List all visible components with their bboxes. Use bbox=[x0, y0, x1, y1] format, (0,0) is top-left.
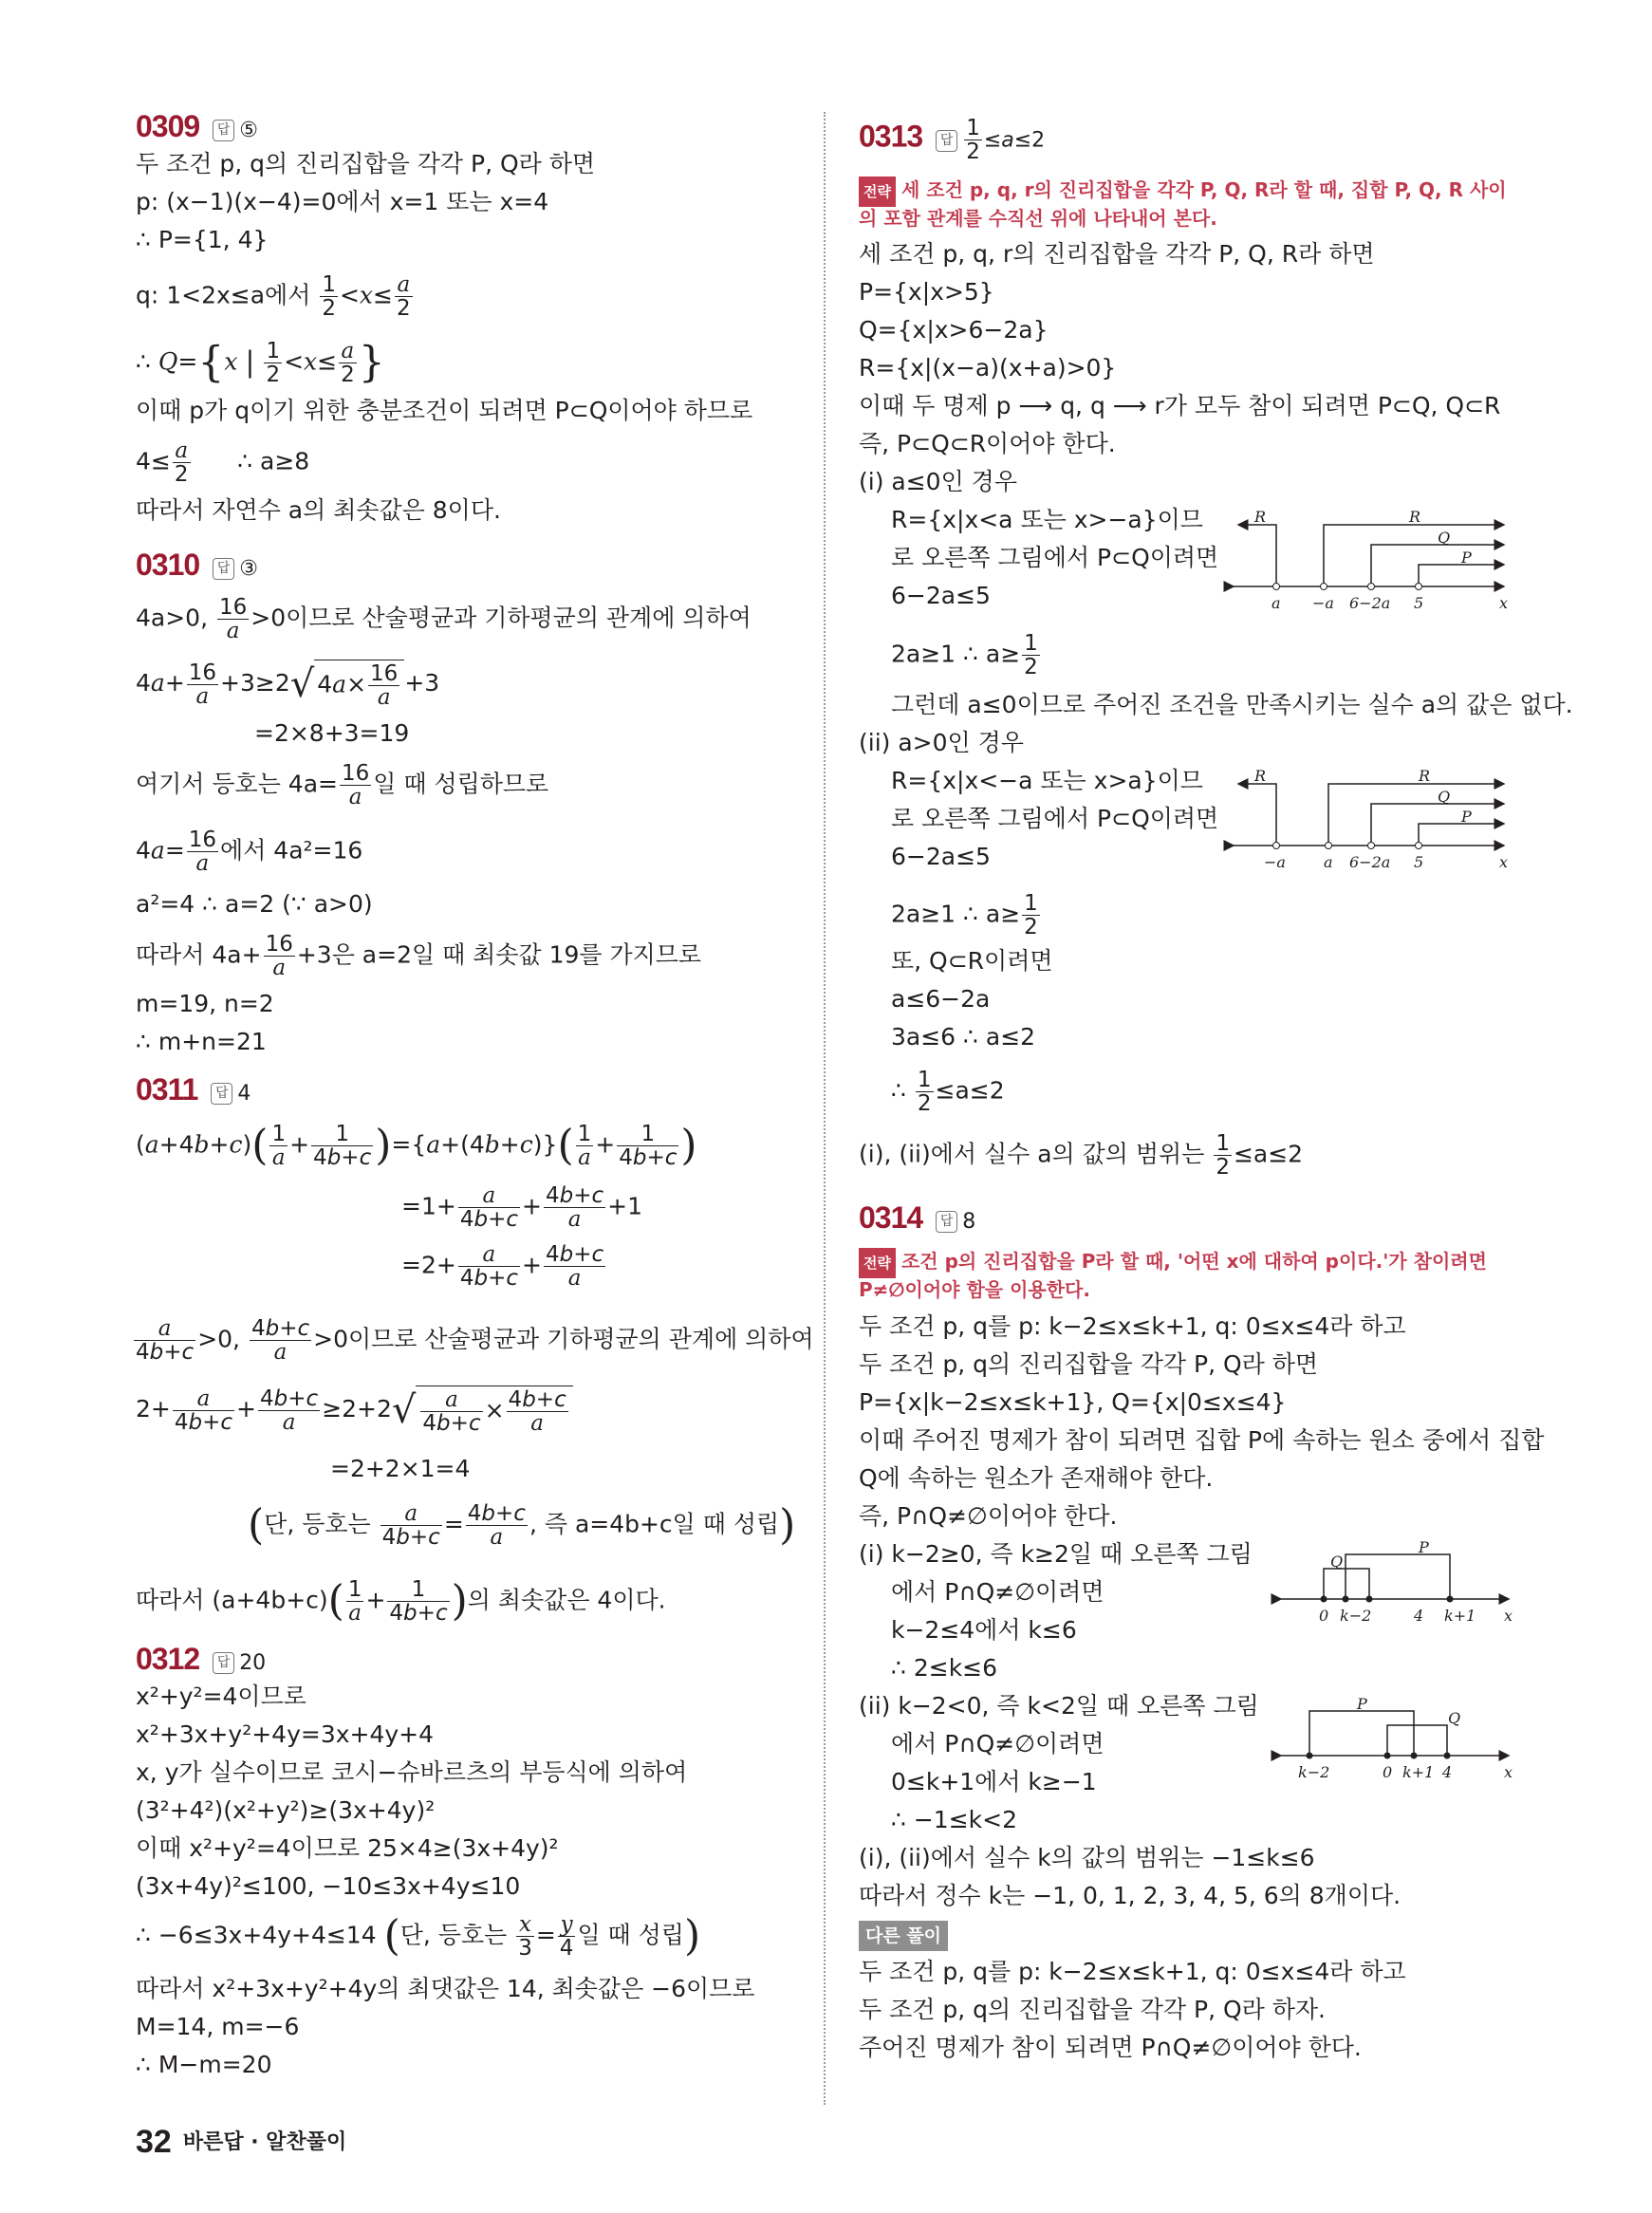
axis-label: a bbox=[1324, 853, 1333, 871]
fraction: $\frac{1}{2}$ bbox=[1216, 1131, 1230, 1180]
solution-line: (i) a≤0인 경우 bbox=[859, 468, 1017, 495]
solution-line: 2+ $\frac{a}{4b+c}$ + $\frac{4b+c}{a}$ ≥2+2√ $\frac{a}{4b+c}$ × $\frac{4b+c}{a}$ bbox=[136, 1385, 573, 1435]
solution-line: p: (x−1)(x−4)=0에서 x=1 또는 x=4 bbox=[136, 188, 549, 215]
strategy-text: 의 포함 관계를 수직선 위에 나타내어 본다. bbox=[859, 207, 1217, 230]
set-label: R bbox=[1419, 767, 1431, 785]
solution-line: =2×8+3=19 bbox=[254, 719, 410, 747]
problem-header-0309 bbox=[136, 109, 258, 145]
solution-line: R={x|x<a 또는 x>−a}이므 bbox=[891, 506, 1203, 533]
solution-line: P={x|k−2≤x≤k+1}, Q={x|0≤x≤4} bbox=[859, 1388, 1287, 1416]
axis-label: x bbox=[1504, 1607, 1513, 1625]
strategy-text: P≠∅이어야 함을 이용한다. bbox=[859, 1278, 1090, 1301]
solution-line: ∴ m+n=21 bbox=[136, 1028, 267, 1055]
solution-line: 3a≤6 ∴ a≤2 bbox=[891, 1023, 1036, 1051]
solution-line: (단, 등호는 $\frac{a}{4b+c}$ = $\frac{4b+c}{a}$ , 즉 a=4b+c일 때 성립) bbox=[248, 1500, 796, 1550]
solution-line: R={x|x<−a 또는 x>a}이므 bbox=[891, 767, 1203, 794]
solution-line bbox=[136, 596, 752, 642]
solution-line: 이때 p가 q이기 위한 충분조건이 되려면 P⊂Q이어야 하므로 bbox=[136, 397, 753, 424]
solution-line: (i) k−2≥0, 즉 k≥2일 때 오른쪽 그림 bbox=[859, 1540, 1253, 1568]
axis-label: 6−2a bbox=[1349, 594, 1391, 612]
set-label: Q bbox=[1330, 1553, 1344, 1571]
solution-line: 에서 P∩Q≠∅이려면 bbox=[891, 1730, 1104, 1757]
text-run: 의 최솟값은 4이다. bbox=[467, 1586, 666, 1614]
column-divider bbox=[824, 112, 826, 2105]
text-run: 따라서 4a+ bbox=[136, 940, 262, 969]
fraction: $\frac{4b+c}{a}$ bbox=[545, 1242, 604, 1291]
solution-line: 두 조건 p, q의 진리집합을 각각 P, Q라 하면 bbox=[859, 1350, 1319, 1378]
strategy-text: 조건 p의 진리집합을 P라 할 때, '어떤 x에 대하여 p이다.'가 참이려면 bbox=[900, 1250, 1487, 1273]
number-line-figure-2 bbox=[1234, 767, 1518, 879]
solution-line: (ii) k−2<0, 즉 k<2일 때 오른쪽 그림 bbox=[859, 1692, 1259, 1720]
axis-label: 4 bbox=[1414, 1607, 1424, 1625]
fraction: $\frac{4b+c}{a}$ bbox=[251, 1316, 310, 1365]
number-line-figure-4 bbox=[1281, 1695, 1518, 1796]
solution-line: (a+4b+c)( $\frac{1}{a}$ + $\frac{1}{4b+c}$ )={a+(4b+c)}( $\frac{1}{a}$ + $\frac{1}{4b+c}$ ) bbox=[136, 1121, 697, 1170]
answer-value: ③ bbox=[239, 557, 258, 581]
solution-line: 따라서 x²+3x+y²+4y의 최댓값은 14, 최솟값은 −6이므로 bbox=[136, 1975, 755, 2002]
text-run: ≤a≤2 bbox=[935, 1076, 1005, 1105]
alt-solution-header bbox=[859, 1920, 948, 1951]
solution-line: 주어진 명제가 참이 되려면 P∩Q≠∅이어야 한다. bbox=[859, 2034, 1362, 2061]
fraction: $\frac{4b+c}{a}$ bbox=[508, 1387, 566, 1436]
solution-line: 이때 x²+y²=4이므로 25×4≥(3x+4y)² bbox=[136, 1834, 559, 1862]
problem-number: 0312 bbox=[136, 1642, 200, 1676]
text-run: 4a>0, bbox=[136, 604, 209, 632]
solution-line: a²=4 ∴ a=2 (∵ a>0) bbox=[136, 890, 373, 918]
text-run: 단, 등호는 bbox=[399, 1921, 508, 1949]
problem-header-0314 bbox=[859, 1200, 976, 1237]
problem-number: 0309 bbox=[136, 109, 200, 143]
text-run: 단, 등호는 bbox=[264, 1510, 371, 1538]
fraction: $\frac{1}{2}$ bbox=[1024, 891, 1038, 939]
set-label: R bbox=[1409, 508, 1421, 526]
solution-line: =2+2×1=4 bbox=[330, 1455, 471, 1482]
solution-line: 두 조건 p, q를 p: k−2≤x≤k+1, q: 0≤x≤4라 하고 bbox=[859, 1958, 1406, 1985]
text-run: >0이므로 산술평균과 기하평균의 관계에 의하여 bbox=[251, 604, 752, 632]
solution-line: 두 조건 p, q의 진리집합을 각각 P, Q라 하면 bbox=[136, 150, 596, 177]
problem-header-0310 bbox=[136, 550, 258, 584]
solution-line: ∴ Q={x | $\frac{1}{2}$ <x≤ $\frac{a}{2}$ } bbox=[136, 338, 385, 387]
fraction: $\frac{1}{2}$ bbox=[1024, 631, 1038, 679]
axis-label: k−2 bbox=[1298, 1763, 1330, 1781]
set-label: Q bbox=[1438, 529, 1451, 547]
solution-line: =2+ $\frac{a}{4b+c}$ + $\frac{4b+c}{a}$ bbox=[401, 1242, 604, 1291]
solution-line: 4a= $\frac{16}{a}$ 에서 4a²=16 bbox=[136, 828, 363, 876]
solution-line: R={x|(x−a)(x+a)>0} bbox=[859, 354, 1117, 381]
axis-label: −a bbox=[1264, 853, 1286, 871]
answer-value: ⑤ bbox=[239, 119, 258, 142]
answer-tag: 답 bbox=[211, 1083, 232, 1105]
text-run: 2a≥1 ∴ a≥ bbox=[891, 900, 1021, 928]
problem-number: 0314 bbox=[859, 1200, 923, 1235]
page-footer bbox=[136, 2124, 346, 2161]
text-run: ∴ bbox=[891, 1076, 906, 1105]
axis-label: 5 bbox=[1414, 853, 1424, 871]
text-run: 일 때 성립 bbox=[577, 1921, 684, 1949]
solution-line: Q에 속하는 원소가 존재해야 한다. bbox=[859, 1464, 1214, 1492]
axis-label: 0 bbox=[1319, 1607, 1329, 1625]
axis-label: 6−2a bbox=[1349, 853, 1391, 871]
answer-tag: 답 bbox=[213, 1652, 234, 1674]
fraction: $\frac{4b+c}{a}$ bbox=[545, 1183, 604, 1232]
text-run: (i), (ii)에서 실수 a의 값의 범위는 bbox=[859, 1140, 1205, 1168]
set-label: R bbox=[1254, 508, 1267, 526]
solution-line: k−2≤4에서 k≤6 bbox=[891, 1616, 1077, 1644]
fraction: $\frac{a}{2}$ bbox=[341, 339, 355, 387]
solution-line: x, y가 실수이므로 코시−슈바르츠의 부등식에 의하여 bbox=[136, 1758, 688, 1786]
solution-line: 로 오른쪽 그림에서 P⊂Q이려면 bbox=[891, 805, 1219, 832]
solution-line: ∴ M−m=20 bbox=[136, 2051, 272, 2078]
solution-line: 로 오른쪽 그림에서 P⊂Q이려면 bbox=[891, 544, 1219, 571]
page-number: 32 bbox=[136, 2124, 172, 2160]
fraction: $\frac{x}{3}$ bbox=[518, 1912, 532, 1961]
axis-label: k−2 bbox=[1340, 1607, 1372, 1625]
solution-line: q: 1<2x≤a에서 $\frac{1}{2}$ <x≤ $\frac{a}{2}$ bbox=[136, 272, 411, 321]
answer-tag: 답 bbox=[936, 130, 957, 152]
fraction: $\frac{a}{4b+c}$ bbox=[381, 1501, 440, 1550]
text-run: >0이므로 산술평균과 기하평균의 관계에 의하여 bbox=[313, 1325, 814, 1353]
strategy-text: 세 조건 p, q, r의 진리집합을 각각 P, Q, R라 할 때, 집합 P, Q, R 사이 bbox=[900, 178, 1507, 201]
solution-line: a≤6−2a bbox=[891, 985, 991, 1013]
book-title: 바른답 · 알찬풀이 bbox=[182, 2130, 347, 2154]
solution-line: 따라서 자연수 a의 최솟값은 8이다. bbox=[136, 496, 501, 524]
text-run: q: 1<2x≤a에서 bbox=[136, 281, 311, 309]
fraction: $\frac{16}{a}$ bbox=[188, 660, 217, 709]
set-label: R bbox=[1254, 767, 1267, 785]
solution-line: 4a+ $\frac{16}{a}$ +3≥2√ 4a× $\frac{16}{a}$ +3 bbox=[136, 660, 440, 710]
text-run: 에서 4a²=16 bbox=[220, 836, 363, 865]
text-run: , 즉 a=4b+c일 때 성립 bbox=[529, 1510, 780, 1538]
solution-line bbox=[891, 632, 1042, 679]
number-line-figure-1 bbox=[1234, 508, 1518, 620]
set-label: P bbox=[1419, 1538, 1429, 1556]
strategy-line bbox=[859, 1274, 1090, 1304]
axis-label: 5 bbox=[1414, 594, 1424, 612]
axis-label: k+1 bbox=[1444, 1607, 1476, 1625]
solution-line: ∴ −1≤k<2 bbox=[891, 1806, 1017, 1833]
solution-line: (i), (ii)에서 실수 k의 값의 범위는 −1≤k≤6 bbox=[859, 1844, 1315, 1871]
fraction: $\frac{1}{a}$ bbox=[271, 1122, 287, 1170]
axis-label: k+1 bbox=[1402, 1763, 1435, 1781]
strategy-line bbox=[859, 1246, 1487, 1278]
set-label: Q bbox=[1438, 788, 1451, 806]
fraction: $\frac{16}{a}$ bbox=[265, 932, 293, 980]
solution-line: ∴ 2≤k≤6 bbox=[891, 1654, 998, 1682]
set-label: P bbox=[1461, 549, 1472, 567]
strategy-tag: 전략 bbox=[859, 1248, 896, 1278]
fraction: $\frac{1}{a}$ bbox=[577, 1122, 592, 1170]
fraction: $\frac{1}{2}$ bbox=[266, 339, 281, 387]
text-run: 여기서 등호는 4a= bbox=[136, 770, 338, 798]
text-run: ∴ a≥8 bbox=[237, 447, 310, 475]
fraction: $\frac{a}{2}$ bbox=[396, 272, 411, 321]
solution-line: 두 조건 p, q의 진리집합을 각각 P, Q라 하자. bbox=[859, 1996, 1327, 2023]
solution-line bbox=[891, 892, 1042, 939]
solution-line: 따라서 정수 k는 −1, 0, 1, 2, 3, 4, 5, 6의 8개이다. bbox=[859, 1882, 1401, 1909]
solution-line: 즉, P∩Q≠∅이어야 한다. bbox=[859, 1502, 1118, 1530]
solution-line: 에서 P∩Q≠∅이려면 bbox=[891, 1578, 1104, 1606]
axis-label: x bbox=[1499, 594, 1509, 612]
solution-line: x²+y²=4이므로 bbox=[136, 1683, 306, 1710]
axis-label: −a bbox=[1312, 594, 1334, 612]
text-run: 2a≥1 ∴ a≥ bbox=[891, 640, 1021, 668]
fraction: $\frac{4b+c}{a}$ bbox=[260, 1385, 319, 1435]
fraction: $\frac{a}{2}$ bbox=[174, 438, 189, 487]
problem-header-0313: 0313 답 $\frac{1}{2}$ ≤a≤2 bbox=[859, 116, 1046, 164]
solution-line: 두 조건 p, q를 p: k−2≤x≤k+1, q: 0≤x≤4라 하고 bbox=[859, 1312, 1406, 1340]
axis-label: 4 bbox=[1442, 1763, 1453, 1781]
square-root: $\frac{a}{4b+c}$ × $\frac{4b+c}{a}$ bbox=[416, 1385, 572, 1435]
fraction: $\frac{16}{a}$ bbox=[370, 661, 399, 710]
solution-line bbox=[859, 1132, 1303, 1179]
fraction: $\frac{a}{4b+c}$ bbox=[136, 1316, 195, 1365]
solution-line: $\frac{a}{4b+c}$ >0, $\frac{4b+c}{a}$ >0이므로 산술평균과 기하평균의 관계에 의하여 bbox=[136, 1316, 814, 1365]
solution-line: P={x|x>5} bbox=[859, 278, 994, 306]
fraction: $\frac{a}{4b+c}$ bbox=[174, 1385, 233, 1435]
solution-line: 즉, P⊂Q⊂R이어야 한다. bbox=[859, 430, 1116, 457]
solution-line bbox=[891, 1069, 1005, 1115]
solution-line: ∴ −6≤3x+4y+4≤14 (단, 등호는 $\frac{x}{3}$ = $\frac{y}{4}$ 일 때 성립) bbox=[136, 1911, 701, 1961]
text-run: ∴ −6≤3x+4y+4≤14 bbox=[136, 1921, 377, 1949]
fraction: $\frac{1}{4b+c}$ bbox=[389, 1577, 448, 1626]
solution-line: (3²+4²)(x²+y²)≥(3x+4y)² bbox=[136, 1796, 436, 1824]
axis-label: 0 bbox=[1383, 1763, 1393, 1781]
problem-number: 0313 bbox=[859, 119, 923, 154]
answer-value: 8 bbox=[962, 1210, 976, 1234]
square-root: 4a× $\frac{16}{a}$ bbox=[314, 660, 404, 709]
set-label: P bbox=[1357, 1695, 1367, 1713]
fraction: $\frac{1}{a}$ bbox=[347, 1577, 362, 1626]
strategy-tag: 전략 bbox=[859, 177, 896, 207]
solution-line: 세 조건 p, q, r의 진리집합을 각각 P, Q, R라 하면 bbox=[859, 240, 1375, 268]
problem-number: 0311 bbox=[136, 1072, 198, 1106]
answer-value: 20 bbox=[239, 1651, 267, 1675]
fraction: $\frac{a}{4b+c}$ bbox=[422, 1387, 481, 1436]
fraction: $\frac{16}{a}$ bbox=[341, 761, 370, 809]
fraction: $\frac{16}{a}$ bbox=[218, 595, 248, 643]
solution-line: 0≤k+1에서 k≥−1 bbox=[891, 1768, 1097, 1795]
fraction: $\frac{y}{4}$ bbox=[559, 1912, 574, 1961]
alt-solution-tag: 다른 풀이 bbox=[859, 1921, 948, 1951]
solution-line: M=14, m=−6 bbox=[136, 2013, 300, 2040]
axis-label: a bbox=[1271, 594, 1281, 612]
solution-line: 6−2a≤5 bbox=[891, 843, 991, 870]
text-run: 따라서 (a+4b+c) bbox=[136, 1586, 328, 1614]
set-label: P bbox=[1461, 808, 1472, 826]
text-run: ≤a≤2 bbox=[1233, 1140, 1304, 1168]
solution-line: (ii) a>0인 경우 bbox=[859, 729, 1024, 756]
solution-line: 이때 주어진 명제가 참이 되려면 집합 P에 속하는 원소 중에서 집합 bbox=[859, 1426, 1545, 1454]
problem-header-0312 bbox=[136, 1642, 267, 1678]
solution-line: 따라서 (a+4b+c)( $\frac{1}{a}$ + $\frac{1}{4b+c}$ )의 최솟값은 4이다. bbox=[136, 1576, 666, 1626]
problem-number: 0310 bbox=[136, 548, 200, 582]
fraction: $\frac{1}{2}$ bbox=[917, 1068, 932, 1116]
text-run: 일 때 성립하므로 bbox=[373, 770, 549, 798]
answer-value: 4 bbox=[237, 1082, 251, 1106]
solution-line: ∴ P={1, 4} bbox=[136, 226, 269, 253]
axis-label: x bbox=[1499, 853, 1509, 871]
solution-line: 6−2a≤5 bbox=[891, 582, 991, 609]
fraction: $\frac{16}{a}$ bbox=[188, 828, 217, 876]
fraction: $\frac{1}{2}$ bbox=[966, 116, 980, 164]
axis-label: x bbox=[1504, 1763, 1513, 1781]
answer-tag: 답 bbox=[213, 120, 234, 141]
solution-line bbox=[136, 933, 701, 979]
solution-line: Q={x|x>6−2a} bbox=[859, 316, 1049, 344]
solution-line: =1+ $\frac{a}{4b+c}$ + $\frac{4b+c}{a}$ +1 bbox=[401, 1183, 642, 1232]
number-line-figure-3 bbox=[1281, 1538, 1518, 1640]
strategy-line bbox=[859, 175, 1507, 207]
fraction: $\frac{1}{4b+c}$ bbox=[619, 1122, 678, 1170]
fraction: $\frac{4b+c}{a}$ bbox=[467, 1501, 526, 1550]
strategy-line bbox=[859, 203, 1217, 232]
set-label: Q bbox=[1448, 1709, 1461, 1727]
problem-header-0311 bbox=[136, 1072, 251, 1108]
solution-line bbox=[136, 762, 548, 809]
solution-line: m=19, n=2 bbox=[136, 990, 274, 1017]
fraction: $\frac{a}{4b+c}$ bbox=[459, 1242, 518, 1291]
solution-line: x²+3x+y²+4y=3x+4y+4 bbox=[136, 1720, 435, 1748]
text-run: +3은 a=2일 때 최솟값 19를 가지므로 bbox=[296, 940, 702, 969]
solution-line: 이때 두 명제 p ⟶ q, q ⟶ r가 모두 참이 되려면 P⊂Q, Q⊂R bbox=[859, 392, 1501, 419]
solution-line: 또, Q⊂R이려면 bbox=[891, 947, 1053, 975]
fraction: $\frac{1}{4b+c}$ bbox=[313, 1122, 372, 1170]
solution-line: (3x+4y)²≤100, −10≤3x+4y≤10 bbox=[136, 1872, 521, 1900]
answer-tag: 답 bbox=[213, 558, 234, 580]
fraction: $\frac{a}{4b+c}$ bbox=[459, 1183, 518, 1232]
answer-tag: 답 bbox=[936, 1211, 957, 1233]
solution-line: 그런데 a≤0이므로 주어진 조건을 만족시키는 실수 a의 값은 없다. bbox=[891, 691, 1573, 718]
solution-line: 4≤ $\frac{a}{2}$ ∴ a≥8 bbox=[136, 438, 310, 487]
fraction: $\frac{1}{2}$ bbox=[322, 272, 336, 321]
